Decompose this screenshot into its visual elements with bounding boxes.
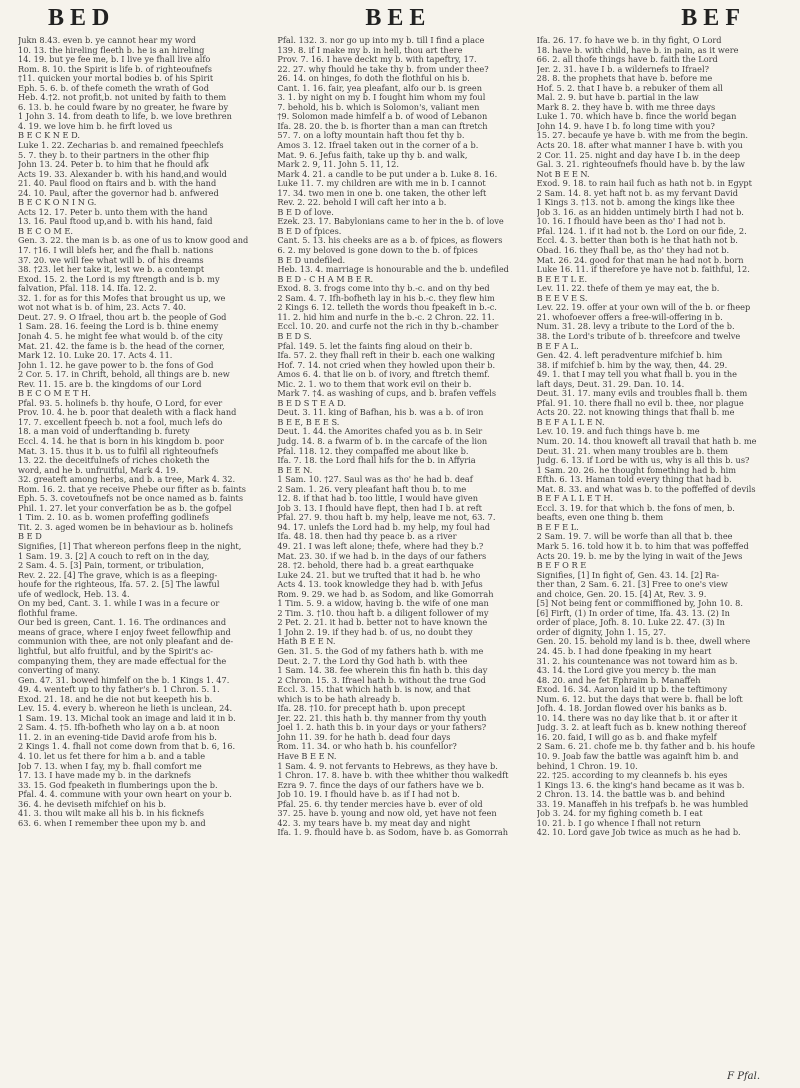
catchword-footer: F Pfal.	[727, 1071, 760, 1082]
column-middle: Pfal. 132. 3. nor go up into my b. till I find a place 139. 8. if I make my b. in hell, thou art there Prov. 7. 16. I have deckt my b. with tapeftry, 17. 22. 27. why fhould he take thy b. from under thee? 26. 14. on hinges, fo doth the flothful on his b. Cant. 1. 16. fair, yea pleafant, alfo our b. is green 3. 1. by night on my b. I fought him whom my foul 7. behold, his b. which is Solomon's, valiant men †9. Solomon made himfelf a b. of wood of Lebanon Ifa. 28. 20. the b. is fhorter than a man can ftretch 57. 7. on a lofty mountain haft thou fet thy b. Amos 3. 12. Ifrael taken out in the corner of a b. Mat. 9. 6. Jefus faith, take up thy b. and walk, Mark 2. 9, 11. John 5. 11, 12. Mark 4. 21. a candle to be put under a b. Luke 8. 16. Luke 11. 7. my children are with me in b. I cannot 17. 34. two men in one b. one taken, the other left Rev. 2. 22. behold I will caft her into a b. B E D of love. Ezek. 23. 17. Babylonians came to her in the b. of love B E D of fpices. Cant. 5. 13. his cheeks are as a b. of fpices, as flowers 6. 2. my beloved is gone down to the b. of fpices B E D undefiled. Heb. 13. 4. marriage is honourable and the b. undefiled B E D - C H A M B E R. Exod. 8. 3. frogs come into thy b.-c. and on thy bed 2 Sam. 4. 7. Ifh-bofheth lay in his b.-c. they flew him 2 Kings 6. 12. telleth the words thou fpeakeft in b.-c. 11. 2. hid him and nurfe in the b.-c. 2 Chron. 22. 11. Eccl. 10. 20. and curfe not the rich in thy b.-chamber B E D S. Pfal. 149. 5. let the faints fing aloud on their b. Ifa. 57. 2. they fhall reft in their b. each one walking Hof. 7. 14. not cried when they howled upon their b. Amos 6. 4. that lie on b. of ivory, and ftretch themf. Mic. 2. 1. wo to them that work evil on their b. Mark 7. †4. as washing of cups, and b. brafen veffels B E D S T E A D. Deut. 3. 11. king of Bafhan, his b. was a b. of iron B E E, B E E S. Deut. 1. 44. the Amorites chafed you as b. in Seir Judg. 14. 8. a fwarm of b. in the carcafe of the lion Pfal. 118. 12. they compaffed me about like b. Ifa. 7. 18. the Lord fhall hifs for the b. in Affyria B E E N. 1 Sam. 10. †27. Saul was as tho' he had b. deaf 2 Sam. 1. 26. very pleafant haft thou b. to me 12. 8. if that had b. too little, I would have given Job 3. 13. I fhould have flept, then had I b. at reft Pfal. 27. 9. thou haft b. my help, leave me not, 63. 7. 94. 17. unlefs the Lord had b. my help, my foul had Ifa. 48. 18. then had thy peace b. as a river 49. 21. I was left alone; thefe, where had they b.? Mat. 23. 30. if we had b. in the days of our fathers 28. †2. behold, there had b. a great earthquake Luke 24. 21. but we trufted that it had b. he who Acts 4. 13. took knowledge they had b. with Jefus Rom. 9. 29. we had b. as Sodom, and like Gomorrah 1 Tim. 5. 9. a widow, having b. the wife of one man 2 Tim. 3. †10. thou haft b. a diligent follower of my 2 Pet. 2. 21. it had b. better not to have known the 1 John 2. 19. if they had b. of us, no doubt they Hath B E E N. Gen. 31. 5. the God of my fathers hath b. with me Deut. 2. 7. the Lord thy God hath b. with thee 1 Sam. 14. 38. fee wherein this fin hath b. this day 2 Chron. 15. 3. Ifrael hath b. without the true God Eccl. 3. 15. that which hath b. is now, and that which is to be hath already b. Ifa. 28. †10. for precept hath b. upon precept Jer. 22. 21. this hath b. thy manner from thy youth Joel 1. 2. hath this b. in your days or your fathers? John 11. 39. for he hath b. dead four days Rom. 11. 34. or who hath b. his counfellor? Have B E E N. 1 Sam. 4. 9. not fervants to Hebrews, as they have b. 1 Chron. 17. 8. have b. with thee whither thou walkedft Ezra 9. 7. fince the days of our fathers have we b. Job 10. 19. I fhould have b. as if I had not b. Pfal. 25. 6. thy tender mercies have b. ever of old 37. 25. have b. young and now old, yet have not feen 42. 3. my tears have b. my meat day and night Ifa. 1. 9. fhould have b. as Sodom, have b. as Gomorrah	[277, 36, 509, 838]
column-left: Jukn 8.43. even b. ye cannot hear my word 10. 13. the hireling fleeth b. he is an hireling 14. 19. but ye fee me, b. I live ye fhall live alfo Rom. 8. 10. the Spirit is life b. of righteoufnefs †11. quicken your mortal bodies b. of his Spirit Eph. 5. 6. b. of thefe cometh the wrath of God Heb. 4.†2. not profit,b. not united by faith to them 6. 13. b. he could fware by no greater, he fware by 1 John 3. 14. from death to life, b. we love brethren 4. 19. we love him b. he firft loved us B E C K N E D. Luke 1. 22. Zecharias b. and remained fpeechlefs 5. 7. they b. to their partners in the other fhip John 13. 24. Peter b. to him that he fhould afk Acts 19. 33. Alexander b. with his hand,and would 21. 40. Paul flood on ftairs and b. with the hand 24. 10. Paul, after the governor had b. anfwered B E C K O N I N G. Acts 12. 17. Peter b. unto them with the hand 13. 16. Paul ftood up,and b. with his hand, faid B E C O M E. Gen. 3. 22. the man is b. as one of us to know good and 17. †16. I will blefs her, and fhe fhall b. nations 37. 20. we will fee what will b. of his dreams 38. †23. let her take it, lest we b. a contempt Exod. 15. 2. the Lord is my ftrength and is b. my falvation, Pfal. 118. 14. Ifa. 12. 2. 32. 1. for as for this Mofes that brought us up, we wot not what is b. of him, 23. Acts 7. 40. Deut. 27. 9. O Ifrael, thou art b. the people of God 1 Sam. 28. 16. feeing the Lord is b. thine enemy Jonah 4. 5. he might fee what would b. of the city Mat. 21. 42. the fame is b. the head of the corner, Mark 12. 10. Luke 20. 17. Acts 4. 11. John 1. 12. he gave power to b. the fons of God 2 Cor. 5. 17. in Chrift, behold, all things are b. new Rev. 11. 15. are b. the kingdoms of our Lord B E C O M E T H. Pfal. 93. 5. holinefs b. thy houfe, O Lord, for ever Prov. 10. 4. he b. poor that dealeth with a flack hand 17. 7. excellent fpeech b. not a fool, much lefs do 18. a man void of underftanding b. furety Eccl. 4. 14. he that is born in his kingdom b. poor Mat. 3. 15. thus it b. us to fulfil all righteoufnefs 13. 22. the deceitfulnefs of riches choketh the word, and he b. unfruitful, Mark 4. 19. 32. greateft among herbs, and b. a tree, Mark 4. 32. Rom. 16. 2. that ye receive Phebe our fifter as b. faints Eph. 5. 3. covetoufnefs not be once named as b. faints Phil. 1. 27. let your converfation be as b. the gofpel 1 Tim. 2. 10. as b. women profeffing godlinefs Tit. 2. 3. aged women be in behaviour as b. holinefs B E D Signifies, [1] That whereon perfons fleep in the night, 1 Sam. 19. 3. [2] A couch to reft on in the day, 2 Sam. 4. 5. [3] Pain, torment, or tribulation, Rev. 2. 22. [4] The grave, which is as a fleeping- houfe for the righteous, Ifa. 57. 2. [5] The lawful ufe of wedlock, Heb. 13. 4. On my bed, Cant. 3. 1. while I was in a fecure or flothful frame. Our bed is green, Cant. 1. 16. The ordinances and means of grace, where I enjoy fweet fellowfhip and communion with thee, are not only pleafant and de- lightful, but alfo fruitful, and by the Spirit's ac- companying them, they are made effectual for the converting of many. Gen. 47. 31. bowed himfelf on the b. 1 Kings 1. 47. 49. 4. wenteft up to thy father's b. 1 Chron. 5. 1. Exod. 21. 18. and he die not but keepeth his b. Lev. 15. 4. every b. whereon he lieth is unclean, 24. 1 Sam. 19. 13. Michal took an image and laid it in b. 2 Sam. 4. †5. Ifh-bofheth who lay on a b. at noon 11. 2. in an evening-tide David arofe from his b. 2 Kings 1. 4. fhall not come down from that b. 6, 16. 4. 10. let us fet there for him a b. and a table Job 7. 13. when I fay, my b. fhall comfort me 17. 13. I have made my b. in the darknefs 33. 15. God fpeaketh in flumberings upon the b. Pfal. 4. 4. commune with your own heart on your b. 36. 4. he deviseth mifchief on his b. 41. 3. thou wilt make all his b. in his ficknefs 63. 6. when I remember thee upon my b. and	[18, 36, 249, 828]
running-header	[18, 0, 786, 36]
column-right: Ifa. 26. 17. fo have we b. in thy fight, O Lord 18. have b. with child, have b. in pain, as it were 66. 2. all thofe things have b. faith the Lord Jer. 2. 31. have I b. a wildernefs to Ifrael? 28. 8. the prophets that have b. before me Hof. 5. 2. that I have b. a rebuker of them all Mal. 2. 9. but have b. partial in the law Mark 8. 2. they have b. with me three days Luke 1. 70. which have b. fince the world began John 14. 9. have I b. fo long time with you? 15. 27. becaufe ye have b. with me from the begin. Acts 20. 18. after what manner I have b. with you 2 Cor. 11. 25. night and day have I b. in the deep Gal. 3. 21. righteoufnefs fhould have b. by the law Not B E E N. Exod. 9. 18. to rain hail fuch as hath not b. in Egypt 2 Sam. 14. 8. yet haft not b. as my fervant David 1 Kings 3. †13. not b. among the kings like thee Job 3. 16. as an hidden untimely birth I had not b. 10. 16. I fhould have been as tho' I had not b. Pfal. 124. 1. if it had not b. the Lord on our fide, 2. Eccl. 4. 3. better than both is he that hath not b. Obad. 16. they fhall be, as tho' they had not b. Mat. 26. 24. good for that man he had not b. born Luke 16. 11. if therefore ye have not b. faithful, 12. B E E T L E. Lev. 11. 22. thefe of them ye may eat, the b. B E E V E S. Lev. 22. 19. offer at your own will of the b. or fheep 21. whofoever offers a free-will-offering in b. Num. 31. 28. levy a tribute to the Lord of the b. 38. the Lord's tribute of b. threefcore and twelve B E F A L. Gen. 42. 4. left peradventure mifchief b. him 38. if mifchief b. him by the way, then, 44. 29. 49. 1. that I may tell you what fhall b. you in the laft days, Deut. 31. 29. Dan. 10. 14. Deut. 31. 17. many evils and troubles fhall b. them Pfal. 91. 10. there fhall no evil b. thee, nor plague Acts 20. 22. not knowing things that fhall b. me B E F A L L E N. Lev. 10. 19. and fuch things have b. me Num. 20. 14. thou knoweft all travail that hath b. me Deut. 31. 21. when many troubles are b. them Judg. 6. 13. if Lord be with us, why is all this b. us? 1 Sam. 20. 26. he thought fomething had b. him Efth. 6. 13. Haman told every thing that had b. Mat. 8. 33. and what was b. to the poffeffed of devils B E F A L L E T H. Eccl. 3. 19. for that which b. the fons of men, b. beafts, even one thing b. them B E F E L. 2 Sam. 19. 7. will be worfe than all that b. thee Mark 5. 16. told how it b. to him that was poffeffed Acts 20. 19. b. me by the lying in wait of the Jews B E F O R E Signifies, [1] In fight of, Gen. 43. 14. [2] Ra- ther than, 2 Sam. 6. 21. [3] Free to one's view and choice, Gen. 20. 15. [4] At, Rev. 3. 9. [5] Not being fent or commiffioned by, John 10. 8. [6] Firft, (1) In order of time, Ifa. 43. 13. (2) In order of place, Jofh. 8. 10. Luke 22. 47. (3) In order of dignity, John 1. 15, 27. Gen. 20. 15. behold my land is b. thee, dwell where 24. 45. b. I had done fpeaking in my heart 31. 2. his countenance was not toward him as b. 43. 14. the Lord give you mercy b. the man 48. 20. and he fet Ephraim b. Manaffeh Exod. 16. 34. Aaron laid it up b. the teftimony Num. 6. 12. but the days that were b. fhall be loft Jofh. 4. 18. Jordan flowed over his banks as b. 10. 14. there was no day like that b. it or after it Judg. 3. 2. at leaft fuch as b. knew nothing thereof 16. 20. faid, I will go as b. and fhake myfelf 2 Sam. 6. 21. chofe me b. thy father and b. his houfe 10. 9. Joab faw the battle was againft him b. and behind, 1 Chron. 19. 10. 22. †25. according to my cleannefs b. his eyes 1 Kings 13. 6. the king's hand became as it was b. 2 Chron. 13. 14. the battle was b. and behind 33. 19. Manaffeh in his trefpafs b. he was humbled Job 3. 24. for my fighing cometh b. I eat 10. 21. b. I go whence I fhall not return 42. 10. Lord gave Job twice as much as he had b.	[536, 36, 757, 838]
text-columns	[18, 36, 786, 1058]
header-middle-word: BEE	[365, 4, 432, 31]
header-right-word: BEF	[681, 4, 746, 31]
header-left-word: BED	[48, 4, 116, 31]
